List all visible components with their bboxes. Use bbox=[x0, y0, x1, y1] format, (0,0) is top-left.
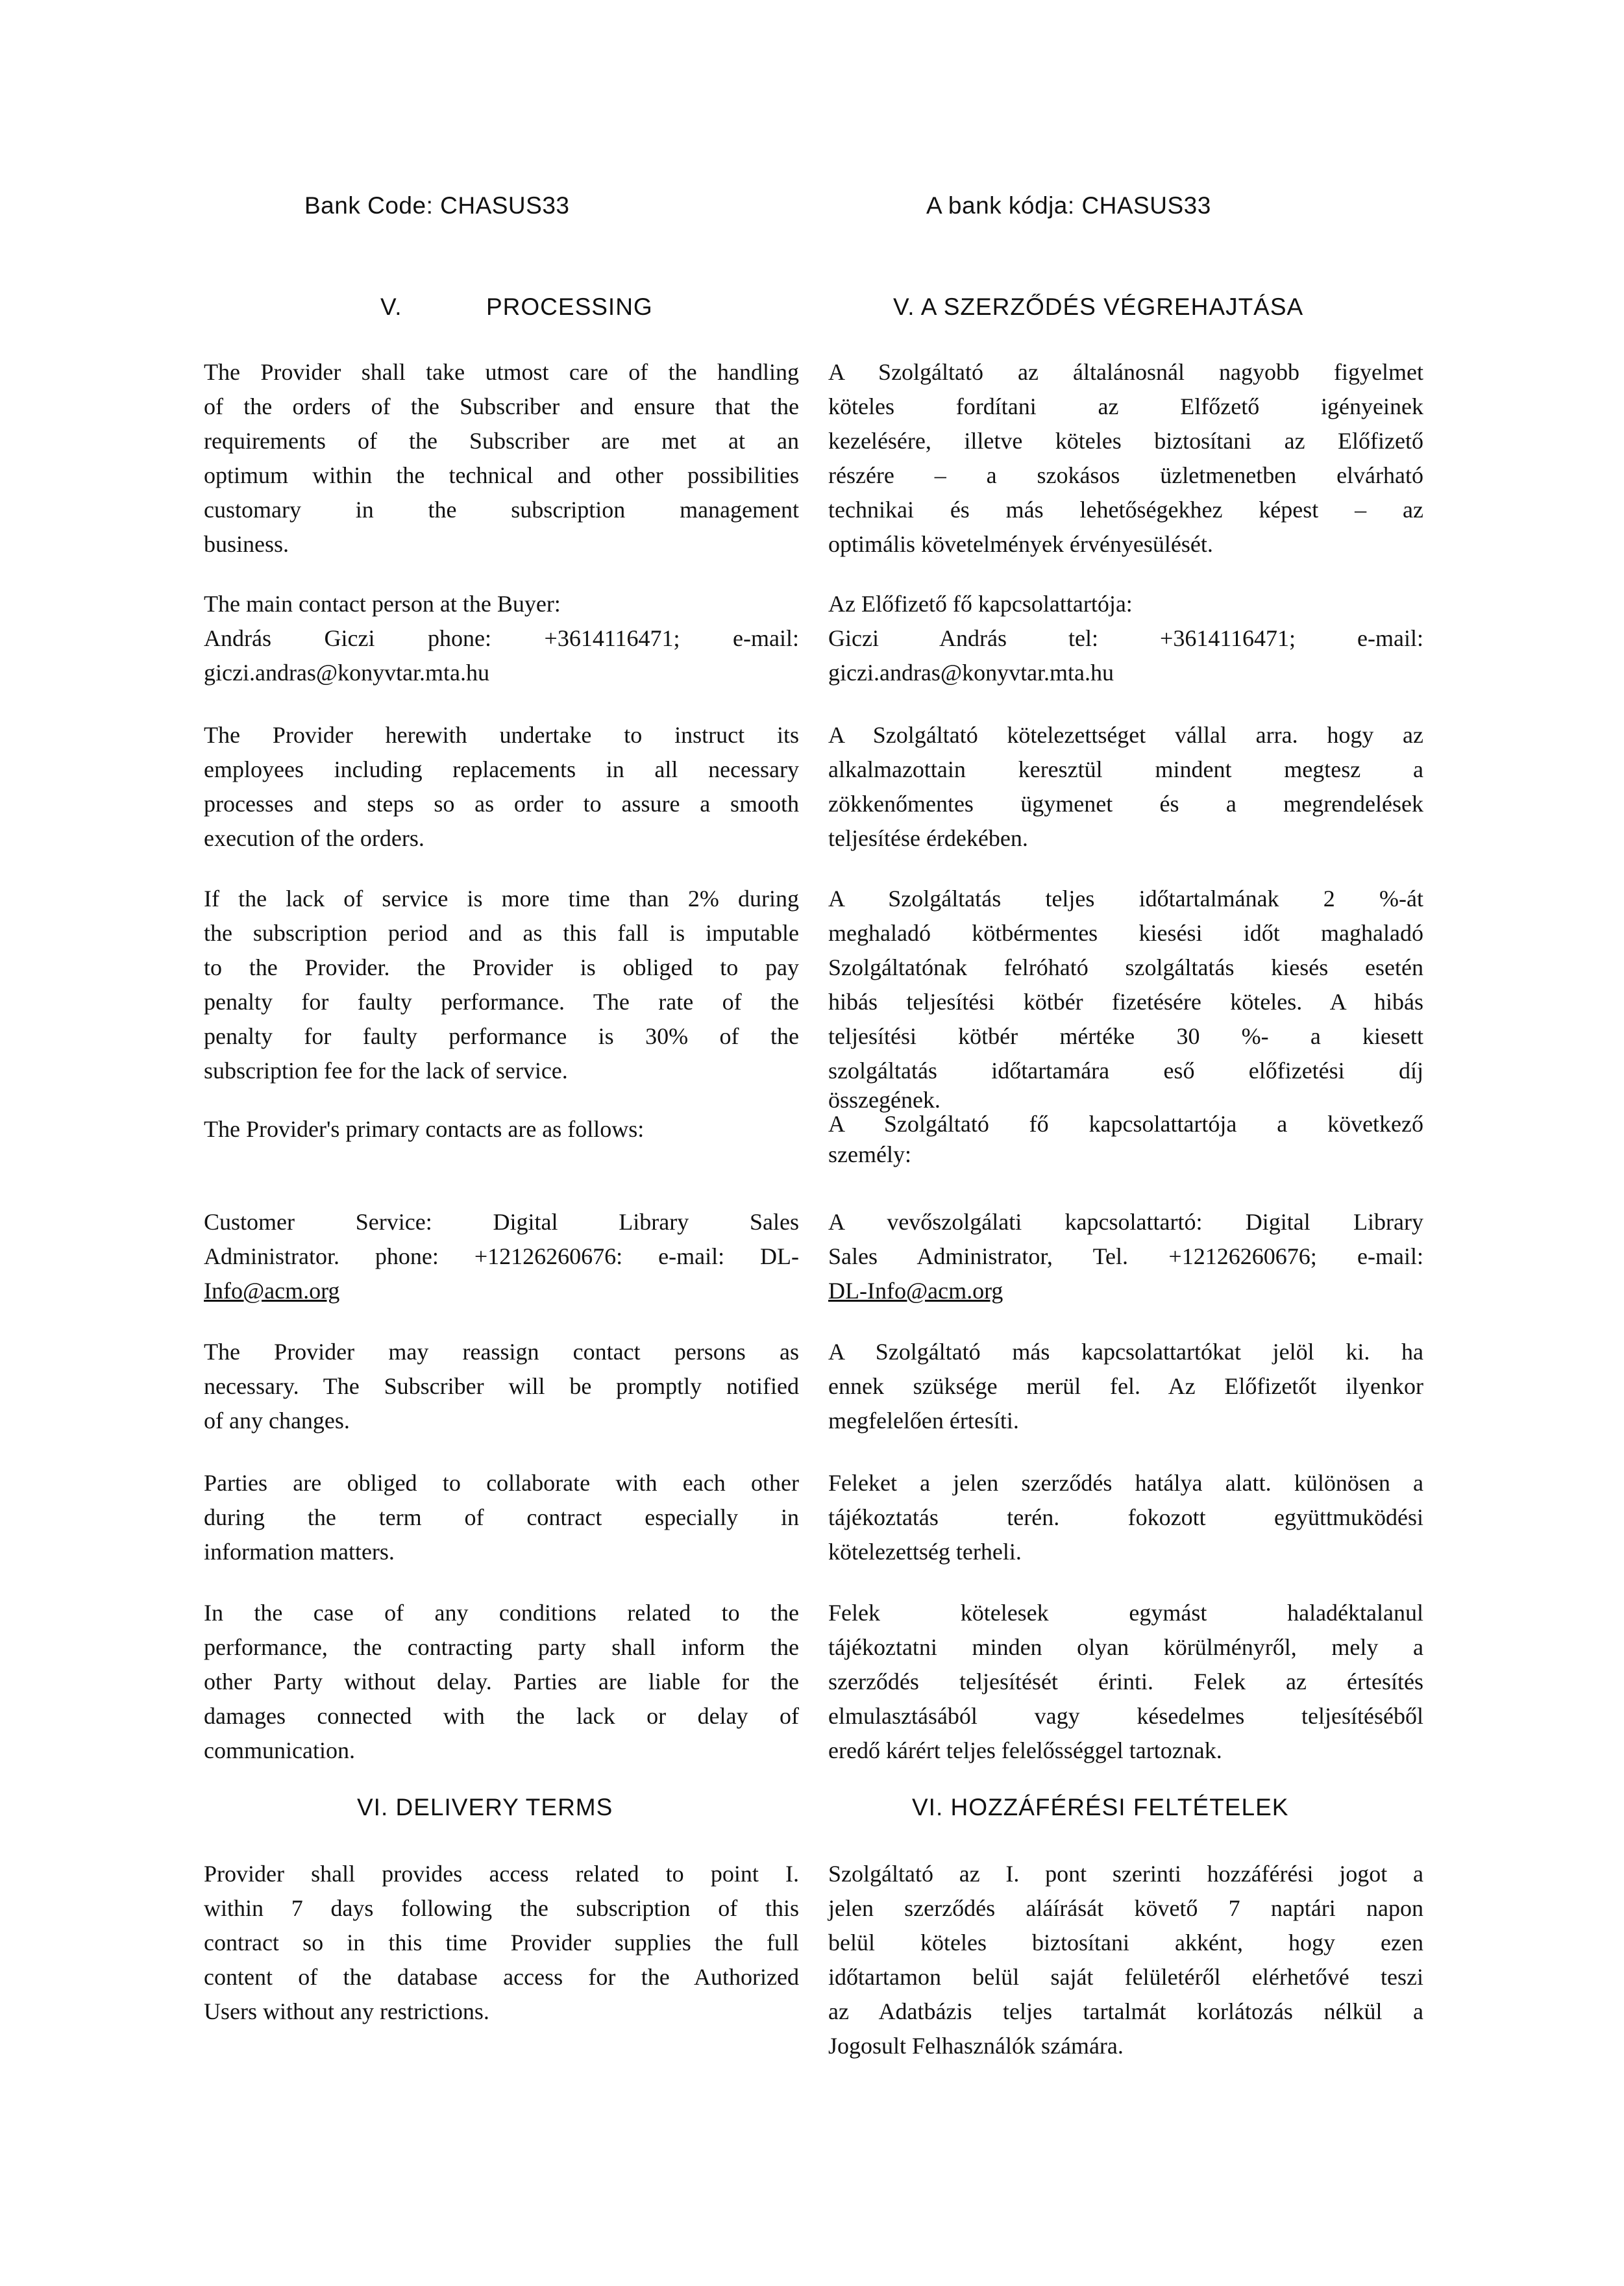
text-line: the subscription period and as this fall is imputable bbox=[204, 920, 799, 946]
text-line: az Adatbázis teljes tartalmát korlátozás nélkül a bbox=[828, 1998, 1423, 2024]
text-line: megfelelően értesíti. bbox=[828, 1408, 1019, 1434]
hu-paragraph-access bbox=[828, 1857, 1423, 2063]
text-line: kötelezettség terheli. bbox=[828, 1539, 1022, 1565]
text-line: The Provider's primary contacts are as follows: bbox=[204, 1116, 645, 1142]
text-line: András Giczi phone: +3614116471; e-mail: bbox=[204, 625, 799, 651]
section-vi-title-en: VI. DELIVERY TERMS bbox=[357, 1794, 613, 1820]
text-line: If the lack of service is more time than 2% during bbox=[204, 886, 799, 912]
text-line: kezelésére, illetve köteles biztosítani az Előfizető bbox=[828, 428, 1423, 454]
text-line: időtartamon belül saját felületéről elérhetővé teszi bbox=[828, 1964, 1423, 1990]
text-line: of any changes. bbox=[204, 1408, 350, 1434]
text-line: Customer Service: Digital Library Sales bbox=[204, 1209, 799, 1235]
text-line: business. bbox=[204, 531, 289, 557]
text-line: Szolgáltató az I. pont szerinti hozzáférési jogot a bbox=[828, 1861, 1423, 1887]
text-line: necessary. The Subscriber will be promptly notified bbox=[204, 1373, 799, 1399]
text-line: tájékoztatni minden olyan körülményről, mely a bbox=[828, 1634, 1423, 1660]
text-line: szolgáltatás időtartamára eső előfizetési díj bbox=[828, 1058, 1423, 1084]
text-line: jelen szerződés aláírását követő 7 naptári napon bbox=[828, 1895, 1423, 1921]
text-line: In the case of any conditions related to the bbox=[204, 1600, 799, 1626]
hu-paragraph-conditions bbox=[828, 1596, 1423, 1768]
bank-code-en: Bank Code: CHASUS33 bbox=[304, 192, 570, 219]
text-line: other Party without delay. Parties are liable for the bbox=[204, 1669, 799, 1695]
text-line: Users without any restrictions. bbox=[204, 1998, 489, 2024]
text-line: to the Provider. the Provider is obliged to pay bbox=[204, 954, 799, 980]
text-line: employees including replacements in all necessary bbox=[204, 756, 799, 782]
text-line: The Provider may reassign contact persons as bbox=[204, 1339, 799, 1365]
text-line: Administrator. phone: +12126260676: e-mail: DL- bbox=[204, 1243, 799, 1269]
text-line: customary in the subscription management bbox=[204, 497, 799, 523]
hu-paragraph-buyer-contact bbox=[828, 587, 1423, 690]
text-line: Jogosult Felhasználók számára. bbox=[828, 2033, 1124, 2059]
text-line: of the orders of the Subscriber and ensure that the bbox=[204, 393, 799, 419]
text-line: damages connected with the lack or delay of bbox=[204, 1703, 799, 1729]
text-line: ennek szüksége merül fel. Az Előfizetőt ilyenkor bbox=[828, 1373, 1423, 1399]
text-line: contract so in this time Provider supplies the full bbox=[204, 1930, 799, 1956]
acm-email-link[interactable]: DL-Info@acm.org bbox=[828, 1278, 1003, 1304]
text-line: A Szolgáltatás teljes időtartalmának 2 %-át bbox=[828, 886, 1423, 912]
text-line: meghaladó kötbérmentes kiesési időt maghaladó bbox=[828, 920, 1423, 946]
text-line: alkalmazottain keresztül mindent megtesz a bbox=[828, 756, 1423, 782]
text-line: penalty for faulty performance. The rate of the bbox=[204, 989, 799, 1015]
text-line: belül köteles biztosítani akként, hogy ezen bbox=[828, 1930, 1423, 1956]
text-line: requirements of the Subscriber are met at an bbox=[204, 428, 799, 454]
text-line: during the term of contract especially in bbox=[204, 1504, 799, 1530]
text-line: Parties are obliged to collaborate with each other bbox=[204, 1470, 799, 1496]
text-line: A vevőszolgálati kapcsolattartó: Digital Library bbox=[828, 1209, 1423, 1235]
hu-paragraph-reassign bbox=[828, 1335, 1423, 1438]
text-line: within 7 days following the subscription of this bbox=[204, 1895, 799, 1921]
hu-paragraph-primary-contacts bbox=[828, 1107, 1423, 1172]
text-line: A Szolgáltató fő kapcsolattartója a következő bbox=[828, 1111, 1423, 1137]
en-paragraph-collaborate bbox=[204, 1466, 799, 1569]
text-line: information matters. bbox=[204, 1539, 395, 1565]
text-line: Szolgáltatónak felróható szolgáltatás kiesés esetén bbox=[828, 954, 1423, 980]
text-line: optimum within the technical and other possibilities bbox=[204, 462, 799, 488]
en-paragraph-reassign bbox=[204, 1335, 799, 1438]
text-line: A Szolgáltató az általánosnál nagyobb figyelmet bbox=[828, 359, 1423, 385]
acm-email-link[interactable]: Info@acm.org bbox=[204, 1278, 340, 1304]
en-paragraph-access bbox=[204, 1857, 799, 2029]
text-line: összegének. bbox=[828, 1087, 941, 1113]
text-line: content of the database access for the Authorized bbox=[204, 1964, 799, 1990]
text-line: részére – a szokásos üzletmenetben elvárható bbox=[828, 462, 1423, 488]
text-line: The Provider shall take utmost care of the handling bbox=[204, 359, 799, 385]
section-v-title-en: PROCESSING bbox=[486, 293, 653, 320]
section-vi-title-hu: VI. HOZZÁFÉRÉSI FELTÉTELEK bbox=[912, 1794, 1289, 1820]
en-paragraph-conditions bbox=[204, 1596, 799, 1768]
text-line: eredő kárért teljes felelősséggel tartoznak. bbox=[828, 1737, 1222, 1763]
hu-paragraph-collaborate bbox=[828, 1466, 1423, 1569]
buyer-email: giczi.andras@konyvtar.mta.hu bbox=[828, 660, 1114, 686]
text-line: A Szolgáltató kötelezettséget vállal arra. hogy az bbox=[828, 722, 1423, 748]
text-line: Felek kötelesek egymást haladéktalanul bbox=[828, 1600, 1423, 1626]
text-line: elmulasztásából vagy késedelmes teljesítéséből bbox=[828, 1703, 1423, 1729]
text-line: The main contact person at the Buyer: bbox=[204, 591, 561, 617]
text-line: performance, the contracting party shall inform the bbox=[204, 1634, 799, 1660]
text-line: Az Előfizető fő kapcsolattartója: bbox=[828, 591, 1133, 617]
text-line: Provider shall provides access related to point I. bbox=[204, 1861, 799, 1887]
buyer-email: giczi.andras@konyvtar.mta.hu bbox=[204, 660, 490, 686]
en-paragraph-buyer-contact bbox=[204, 587, 799, 690]
hu-paragraph-care bbox=[828, 355, 1423, 562]
text-line: communication. bbox=[204, 1737, 355, 1763]
text-line: execution of the orders. bbox=[204, 825, 424, 851]
en-paragraph-instruct bbox=[204, 718, 799, 856]
text-line: optimális követelmények érvényesülését. bbox=[828, 531, 1213, 557]
bank-code-hu: A bank kódja: CHASUS33 bbox=[926, 192, 1211, 219]
hu-paragraph-customer-service bbox=[828, 1205, 1423, 1308]
text-line: zökkenőmentes ügymenet és a megrendelések bbox=[828, 791, 1423, 817]
text-line: Feleket a jelen szerződés hatálya alatt. különösen a bbox=[828, 1470, 1423, 1496]
text-line: szerződés teljesítését érinti. Felek az értesítés bbox=[828, 1669, 1423, 1695]
en-paragraph-primary-contacts bbox=[204, 1112, 799, 1147]
en-paragraph-care bbox=[204, 355, 799, 562]
text-line: teljesítési kötbér mértéke 30 %- a kiesett bbox=[828, 1023, 1423, 1049]
text-line: penalty for faulty performance is 30% of the bbox=[204, 1023, 799, 1049]
hu-paragraph-instruct bbox=[828, 718, 1423, 856]
section-v-number: V. bbox=[380, 293, 402, 320]
text-line: Giczi András tel: +3614116471; e-mail: bbox=[828, 625, 1423, 651]
text-line: tájékoztatás terén. fokozott együttmuködési bbox=[828, 1504, 1423, 1530]
text-line: személy: bbox=[828, 1141, 911, 1167]
en-paragraph-customer-service bbox=[204, 1205, 799, 1308]
text-line: subscription fee for the lack of service. bbox=[204, 1058, 568, 1084]
text-line: teljesítése érdekében. bbox=[828, 825, 1028, 851]
text-line: technikai és más lehetőségekhez képest – az bbox=[828, 497, 1423, 523]
text-line: Sales Administrator, Tel. +12126260676; e-mail: bbox=[828, 1243, 1423, 1269]
text-line: köteles fordítani az Elfőzető igényeinek bbox=[828, 393, 1423, 419]
hu-paragraph-penalty bbox=[828, 882, 1423, 1117]
text-line: The Provider herewith undertake to instruct its bbox=[204, 722, 799, 748]
text-line: processes and steps so as order to assure a smooth bbox=[204, 791, 799, 817]
text-line: A Szolgáltató más kapcsolattartókat jelöl ki. ha bbox=[828, 1339, 1423, 1365]
text-line: hibás teljesítési kötbér fizetésére köteles. A hibás bbox=[828, 989, 1423, 1015]
section-v-title-hu: V. A SZERZŐDÉS VÉGREHAJTÁSA bbox=[893, 293, 1304, 320]
en-paragraph-penalty bbox=[204, 882, 799, 1088]
